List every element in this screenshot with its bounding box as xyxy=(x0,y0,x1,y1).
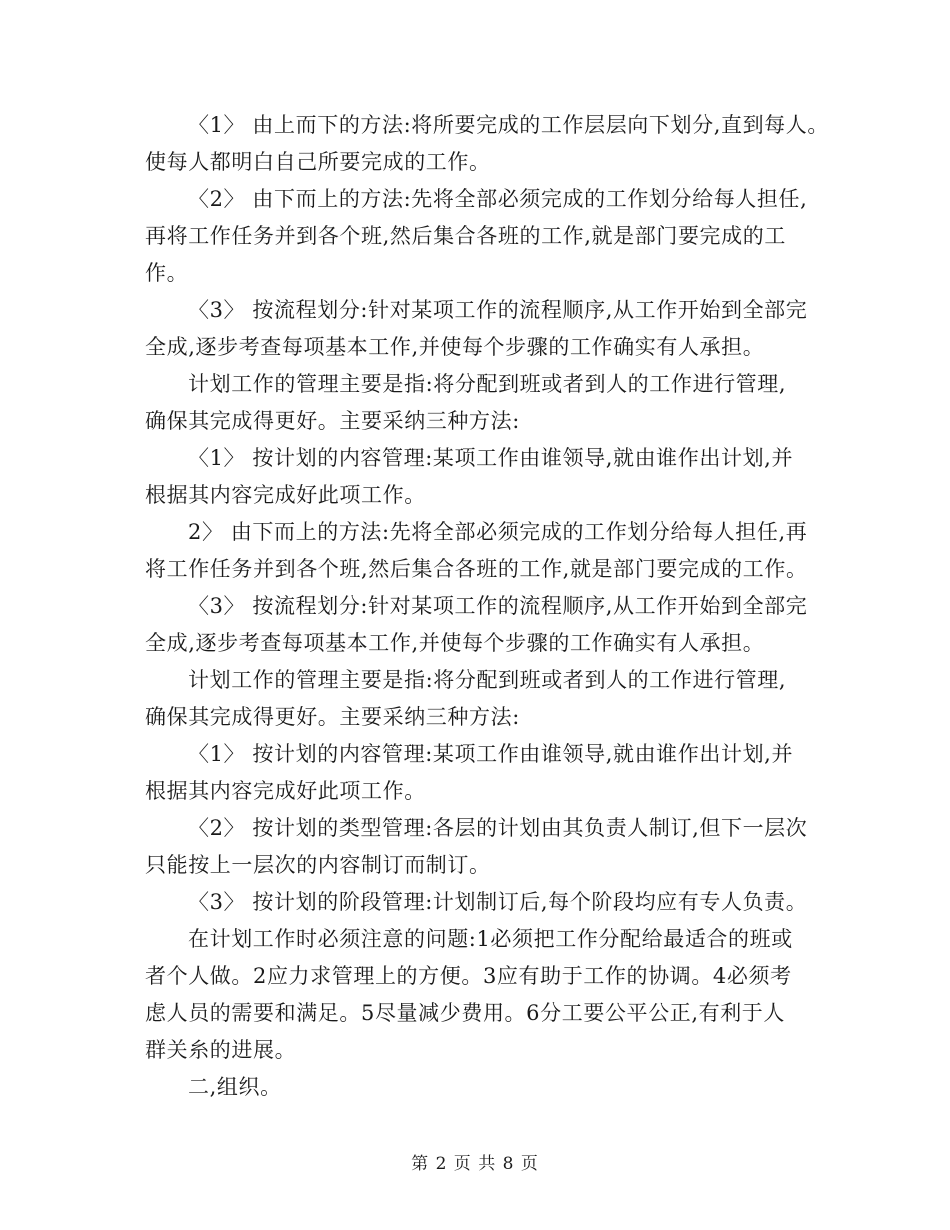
text-line: 在计划工作时必须注意的问题:1必须把工作分配给最适合的班或 xyxy=(188,927,793,951)
text-line: 计划工作的管理主要是指:将分配到班或者到人的工作进行管理, xyxy=(188,372,787,396)
text-line: 〈3〉 按流程划分:针对某项工作的流程顺序,从工作开始到全部完 xyxy=(188,594,808,618)
text-line: 〈3〉 按流程划分:针对某项工作的流程顺序,从工作开始到全部完 xyxy=(188,298,808,322)
text-line: 全成,逐步考查每项基本工作,并使每个步骤的工作确实有人承担。 xyxy=(145,631,765,655)
text-line: 2〉 由下而上的方法:先将全部必须完成的工作划分给每人担任,再 xyxy=(188,520,808,544)
text-line: 作。 xyxy=(145,261,189,285)
text-line: 者个人做。2应力求管理上的方便。3应有助于工作的协调。4必须考 xyxy=(145,964,792,988)
page-number-footer: 第 2 页 共 8 页 xyxy=(411,1154,539,1174)
text-line: 虑人员的需要和满足。5尽量减少费用。6分工要公平公正,有利于人 xyxy=(145,1001,785,1025)
text-line: 〈2〉 由下而上的方法:先将全部必须完成的工作划分给每人担任, xyxy=(188,187,808,211)
text-line: 确保其完成得更好。主要采纳三种方法: xyxy=(145,409,520,433)
text-line: 〈3〉 按计划的阶段管理:计划制订后,每个阶段均应有专人负责。 xyxy=(188,890,808,914)
text-line: 计划工作的管理主要是指:将分配到班或者到人的工作进行管理, xyxy=(188,668,787,692)
text-line: 根据其内容完成好此项工作。 xyxy=(145,483,426,507)
text-line: 〈1〉 按计划的内容管理:某项工作由谁领导,就由谁作出计划,并 xyxy=(188,742,794,766)
text-line: 全成,逐步考查每项基本工作,并使每个步骤的工作确实有人承担。 xyxy=(145,335,765,359)
text-line: 〈1〉 由上而下的方法:将所要完成的工作层层向下划分,直到每人。 xyxy=(188,113,829,137)
text-line: 使每人都明白自己所要完成的工作。 xyxy=(145,150,491,174)
text-line: 〈1〉 按计划的内容管理:某项工作由谁领导,就由谁作出计划,并 xyxy=(188,446,794,470)
text-line: 再将工作任务并到各个班,然后集合各班的工作,就是部门要完成的工 xyxy=(145,224,786,248)
text-line: 〈2〉 按计划的类型管理:各层的计划由其负责人制订,但下一层次 xyxy=(188,816,808,840)
text-line: 二,组织。 xyxy=(188,1075,282,1099)
text-line: 只能按上一层次的内容制订而制订。 xyxy=(145,853,491,877)
text-line: 将工作任务并到各个班,然后集合各班的工作,就是部门要完成的工作。 xyxy=(145,557,808,581)
text-line: 群关糸的进展。 xyxy=(145,1038,297,1062)
text-line: 根据其内容完成好此项工作。 xyxy=(145,779,426,803)
text-line: 确保其完成得更好。主要采纳三种方法: xyxy=(145,705,520,729)
